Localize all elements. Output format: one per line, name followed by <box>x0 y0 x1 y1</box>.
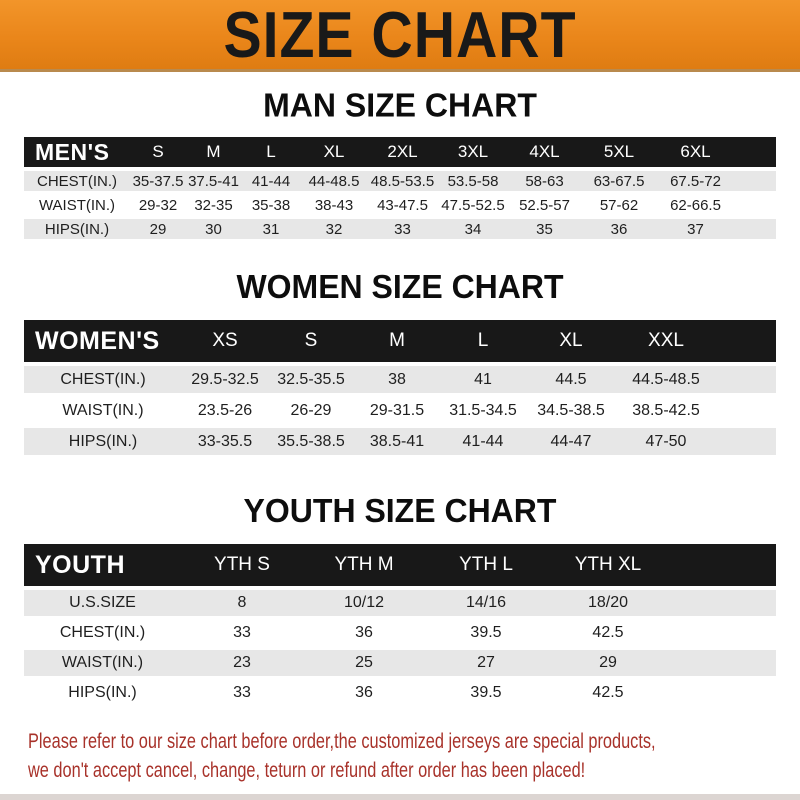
size-value: 35-37.5 <box>130 171 186 191</box>
row-label: WAIST(IN.) <box>38 196 116 214</box>
size-value: 33 <box>367 219 438 239</box>
size-value: 53.5-58 <box>438 171 508 191</box>
size-value: 47-50 <box>616 428 716 455</box>
size-value: 62-66.5 <box>670 196 721 214</box>
size-value: 67.5-72 <box>657 171 734 191</box>
table-row <box>24 590 776 616</box>
table-row <box>24 171 776 191</box>
size-value: 38 <box>354 366 440 393</box>
size-value: 38.5-42.5 <box>632 401 700 419</box>
row-label: CHEST(IN.) <box>24 366 182 393</box>
men-section-heading: MAN SIZE CHART <box>263 86 537 125</box>
size-value: 37 <box>657 219 734 239</box>
size-value: 44.5-48.5 <box>616 366 716 393</box>
youth-section-heading: YOUTH SIZE CHART <box>243 491 557 530</box>
size-column-header: YTH M <box>303 544 425 586</box>
men-table-header-row <box>24 137 776 167</box>
size-value: 57-62 <box>599 196 639 214</box>
disclaimer-text <box>28 727 800 784</box>
row-filler <box>734 171 776 191</box>
size-column-header: 2XL <box>367 137 438 167</box>
size-value: 36 <box>581 219 657 239</box>
size-value: 18/20 <box>547 590 669 616</box>
size-value: 26-29 <box>290 401 332 419</box>
size-value: 31 <box>241 219 301 239</box>
men-size-table <box>24 133 776 243</box>
size-value: 33-35.5 <box>182 428 268 455</box>
men-section <box>0 72 800 243</box>
size-value: 39.5 <box>470 624 502 641</box>
row-label: WAIST(IN.) <box>24 650 181 676</box>
size-value: 37.5-41 <box>186 171 241 191</box>
size-value: 32 <box>301 219 367 239</box>
row-filler <box>716 428 776 455</box>
size-value: 36 <box>355 624 373 641</box>
size-value: 25 <box>303 650 425 676</box>
women-section-heading: WOMEN SIZE CHART <box>236 267 564 306</box>
header-filler <box>734 137 776 167</box>
size-value: 52.5-57 <box>519 196 570 214</box>
size-column-header: 3XL <box>438 137 508 167</box>
size-value: 42.5 <box>592 684 624 701</box>
size-value: 29 <box>547 650 669 676</box>
size-value: 23 <box>181 650 303 676</box>
size-value: 58-63 <box>508 171 581 191</box>
size-value: 44.5 <box>526 366 616 393</box>
size-column-header: S <box>268 320 354 362</box>
table-row <box>24 680 776 706</box>
size-value: 48.5-53.5 <box>367 171 438 191</box>
size-column-header: YTH XL <box>547 544 669 586</box>
table-corner-label: MEN'S <box>24 137 130 167</box>
size-column-header: M <box>186 137 241 167</box>
size-value: 41 <box>440 366 526 393</box>
size-value: 43-47.5 <box>377 196 428 214</box>
size-value: 33 <box>233 624 251 641</box>
row-label: WAIST(IN.) <box>62 401 144 419</box>
youth-section <box>0 459 800 710</box>
size-value: 47.5-52.5 <box>441 196 505 214</box>
youth-size-table <box>24 540 776 710</box>
size-column-header: 5XL <box>581 137 657 167</box>
row-filler <box>669 590 776 616</box>
size-value: 31.5-34.5 <box>449 401 517 419</box>
size-column-header: XL <box>526 320 616 362</box>
size-value: 63-67.5 <box>581 171 657 191</box>
size-value: 29 <box>130 219 186 239</box>
row-filler <box>669 650 776 676</box>
row-label: HIPS(IN.) <box>68 684 137 701</box>
size-value: 41-44 <box>241 171 301 191</box>
disclaimer-line-1: Please refer to our size chart before order,the customized jerseys are special products, <box>28 729 656 753</box>
table-row <box>24 428 776 455</box>
size-value: 23.5-26 <box>197 401 253 419</box>
table-corner-label: YOUTH <box>24 544 181 586</box>
size-column-header: 4XL <box>508 137 581 167</box>
disclaimer-line-2: we don't accept cancel, change, teturn or refund after order has been placed! <box>28 757 586 782</box>
size-value: 8 <box>181 590 303 616</box>
size-column-header: XS <box>182 320 268 362</box>
size-value: 35 <box>508 219 581 239</box>
size-column-header: YTH S <box>181 544 303 586</box>
size-column-header: XL <box>301 137 367 167</box>
bottom-strip <box>0 794 800 800</box>
size-value: 10/12 <box>303 590 425 616</box>
row-filler <box>734 219 776 239</box>
size-value: 38.5-41 <box>354 428 440 455</box>
table-row <box>24 650 776 676</box>
size-value: 29-32 <box>138 196 178 214</box>
size-value: 41-44 <box>440 428 526 455</box>
size-value: 29.5-32.5 <box>182 366 268 393</box>
size-value: 14/16 <box>425 590 547 616</box>
size-value: 30 <box>186 219 241 239</box>
size-value: 32-35 <box>194 196 233 214</box>
header-filler <box>716 320 776 362</box>
row-label: HIPS(IN.) <box>24 428 182 455</box>
size-value: 35.5-38.5 <box>268 428 354 455</box>
row-filler <box>716 397 776 424</box>
row-label: CHEST(IN.) <box>24 171 130 191</box>
table-row <box>24 397 776 424</box>
size-value: 42.5 <box>592 624 624 641</box>
size-chart-banner <box>0 0 800 72</box>
size-column-header: L <box>241 137 301 167</box>
size-value: 39.5 <box>470 684 502 701</box>
table-row <box>24 219 776 239</box>
size-column-header: XXL <box>616 320 716 362</box>
table-row <box>24 366 776 393</box>
size-value: 32.5-35.5 <box>268 366 354 393</box>
youth-table-header-row <box>24 544 776 586</box>
row-filler <box>716 366 776 393</box>
size-value: 35-38 <box>251 196 291 214</box>
size-value: 44-48.5 <box>301 171 367 191</box>
size-value: 38-43 <box>314 196 354 214</box>
size-column-header: YTH L <box>425 544 547 586</box>
women-table-header-row <box>24 320 776 362</box>
size-value: 29-31.5 <box>369 401 425 419</box>
row-label: HIPS(IN.) <box>24 219 130 239</box>
women-section <box>0 243 800 459</box>
size-value: 44-47 <box>526 428 616 455</box>
size-column-header: 6XL <box>657 137 734 167</box>
size-value: 34 <box>438 219 508 239</box>
size-column-header: M <box>354 320 440 362</box>
women-size-table <box>24 316 776 459</box>
size-column-header: L <box>440 320 526 362</box>
row-label: U.S.SIZE <box>24 590 181 616</box>
size-value: 33 <box>233 684 251 701</box>
table-row <box>24 195 776 215</box>
row-label: CHEST(IN.) <box>59 624 146 641</box>
row-filler <box>669 680 776 706</box>
row-filler <box>734 195 776 215</box>
size-value: 27 <box>425 650 547 676</box>
table-row <box>24 620 776 646</box>
table-corner-label: WOMEN'S <box>24 320 182 362</box>
size-value: 34.5-38.5 <box>537 401 605 419</box>
header-filler <box>669 544 776 586</box>
row-filler <box>669 620 776 646</box>
size-column-header: S <box>130 137 186 167</box>
banner-title: SIZE CHART <box>223 0 577 71</box>
size-value: 36 <box>355 684 373 701</box>
